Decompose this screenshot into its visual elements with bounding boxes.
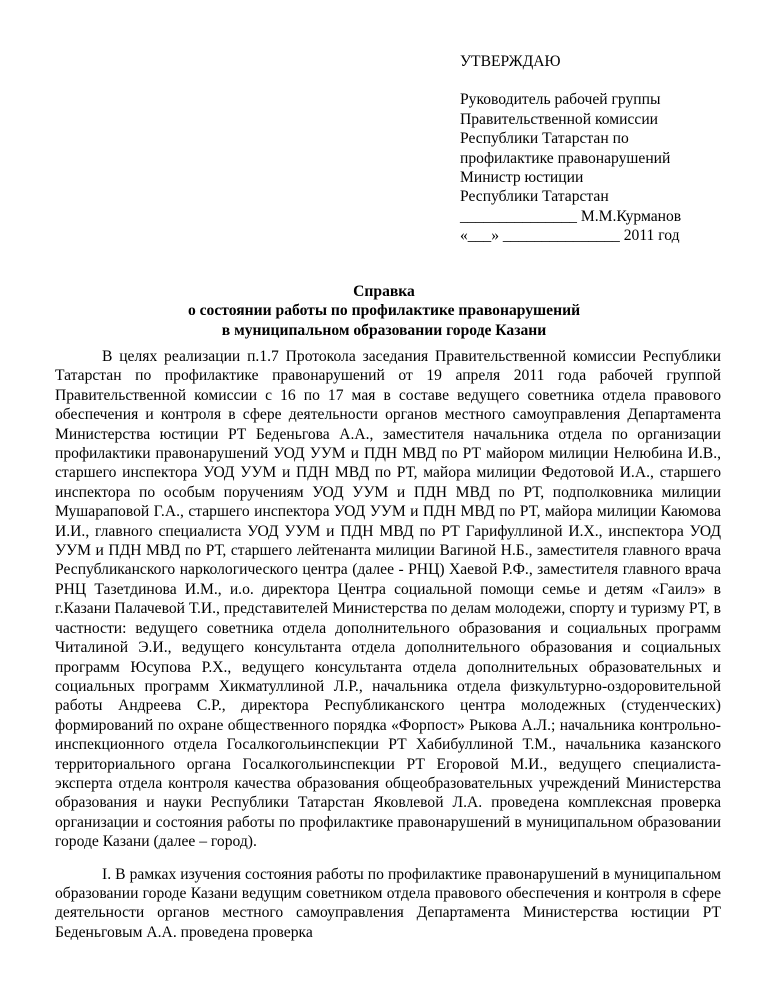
approval-line: Республики Татарстан (460, 188, 609, 206)
approval-line: Министр юстиции (460, 169, 584, 187)
approval-line: профилактике правонарушений (460, 149, 671, 167)
document-title: Справка (353, 283, 415, 300)
approval-line: Республики Татарстан по (460, 130, 629, 148)
approval-block (460, 52, 750, 246)
document-subtitle: о состоянии работы по профилактике правонарушений (187, 302, 581, 320)
signature-line: _______________ М.М.Курманов (460, 207, 682, 225)
body-paragraph: В целях реализации п.1.7 Протокола заседания Правительственной комиссии Республики Татарстан по профилактике правонарушений от 19 апреля 2011 года рабочей группой Правительственной комиссии с 16 по 17 мая в составе ведущего советника отдела правового обеспечения и контроля в сфере деятельности органов местного самоуправления Департамента Министерства юстиции РТ Беденьгова А.А., заместителя начальника отдела по организации профилактики правонарушений УОД УУМ и ПДН МВД по РТ майором милиции Нелюбина И.В., старшего инспектора УОД УУМ и ПДН МВД по РТ, майора милиции Федотовой И.А., старшего инспектора по особым поручениям УОД УУМ и ПДН МВД по РТ, подполковника милиции Мушараповой Г.А., старшего инспектора УОД УУМ и ПДН МВД по РТ, майора милиции Каюмова И.И., главного специалиста УОД УУМ и ПДН МВД по РТ Гарифуллиной И.Х., инспектора УОД УУМ и ПДН МВД по РТ, старшего лейтенанта милиции Вагиной Н.Б., заместителя главного врача Республиканского наркологического центра (далее - РНЦ) Хаевой Р.Ф., заместителя главного врача РНЦ Тазетдинова И.М., и.о. директора Центра социальной помощи семье и детям «Гаилэ» в г.Казани Палачевой Т.И., представителей Министерства по делам молодежи, спорту и туризму РТ, в частности: ведущего советника отдела дополнительного образования и социальных программ Читалиной Э.И., ведущего консультанта отдела дополнительного образования и социальных программ Юсупова Р.Х., ведущего консультанта отдела дополнительных образовательных и социальных программ Хикматуллиной Л.Р., начальника отдела физкультурно-оздоровительной работы Андреева С.Р., директора Республиканского центра молодежных (студенческих) формирований по охране общественного порядка «Форпост» Рыкова А.Л.; начальника контрольно-инспекционного отдела Госалкогольинспекции РТ Хабибуллиной Т.М., начальника казанского территориального органа Госалкогольинспекции РТ Егоровой М.И., ведущего специалиста-эксперта отдела контроля качества образования общеобразовательных учреждений Министерства образования и науки Республики Татарстан Яковлевой Л.А. проведена комплексная проверка организации и состояния работы по профилактике правонарушений в муниципальном образовании городе Казани (далее – город). (55, 348, 721, 851)
body-paragraph: I. В рамках изучения состояния работы по профилактике правонарушений в муниципальном образовании городе Казани ведущим советником отдела правового обеспечения и контроля в сфере деятельности органов местного самоуправления Департамента Министерства юстиции РТ Беденьговым А.А. проведена проверка (55, 865, 721, 941)
document-heading (0, 282, 768, 340)
date-line: «___» _______________ 2011 год (460, 227, 680, 245)
approval-title: УТВЕРЖДАЮ (460, 53, 561, 70)
approval-line: Правительственной комиссии (460, 110, 659, 128)
document-body (55, 347, 721, 955)
approval-line: Руководитель рабочей группы (460, 91, 661, 109)
document-subtitle: в муниципальном образовании городе Казани (221, 321, 547, 339)
